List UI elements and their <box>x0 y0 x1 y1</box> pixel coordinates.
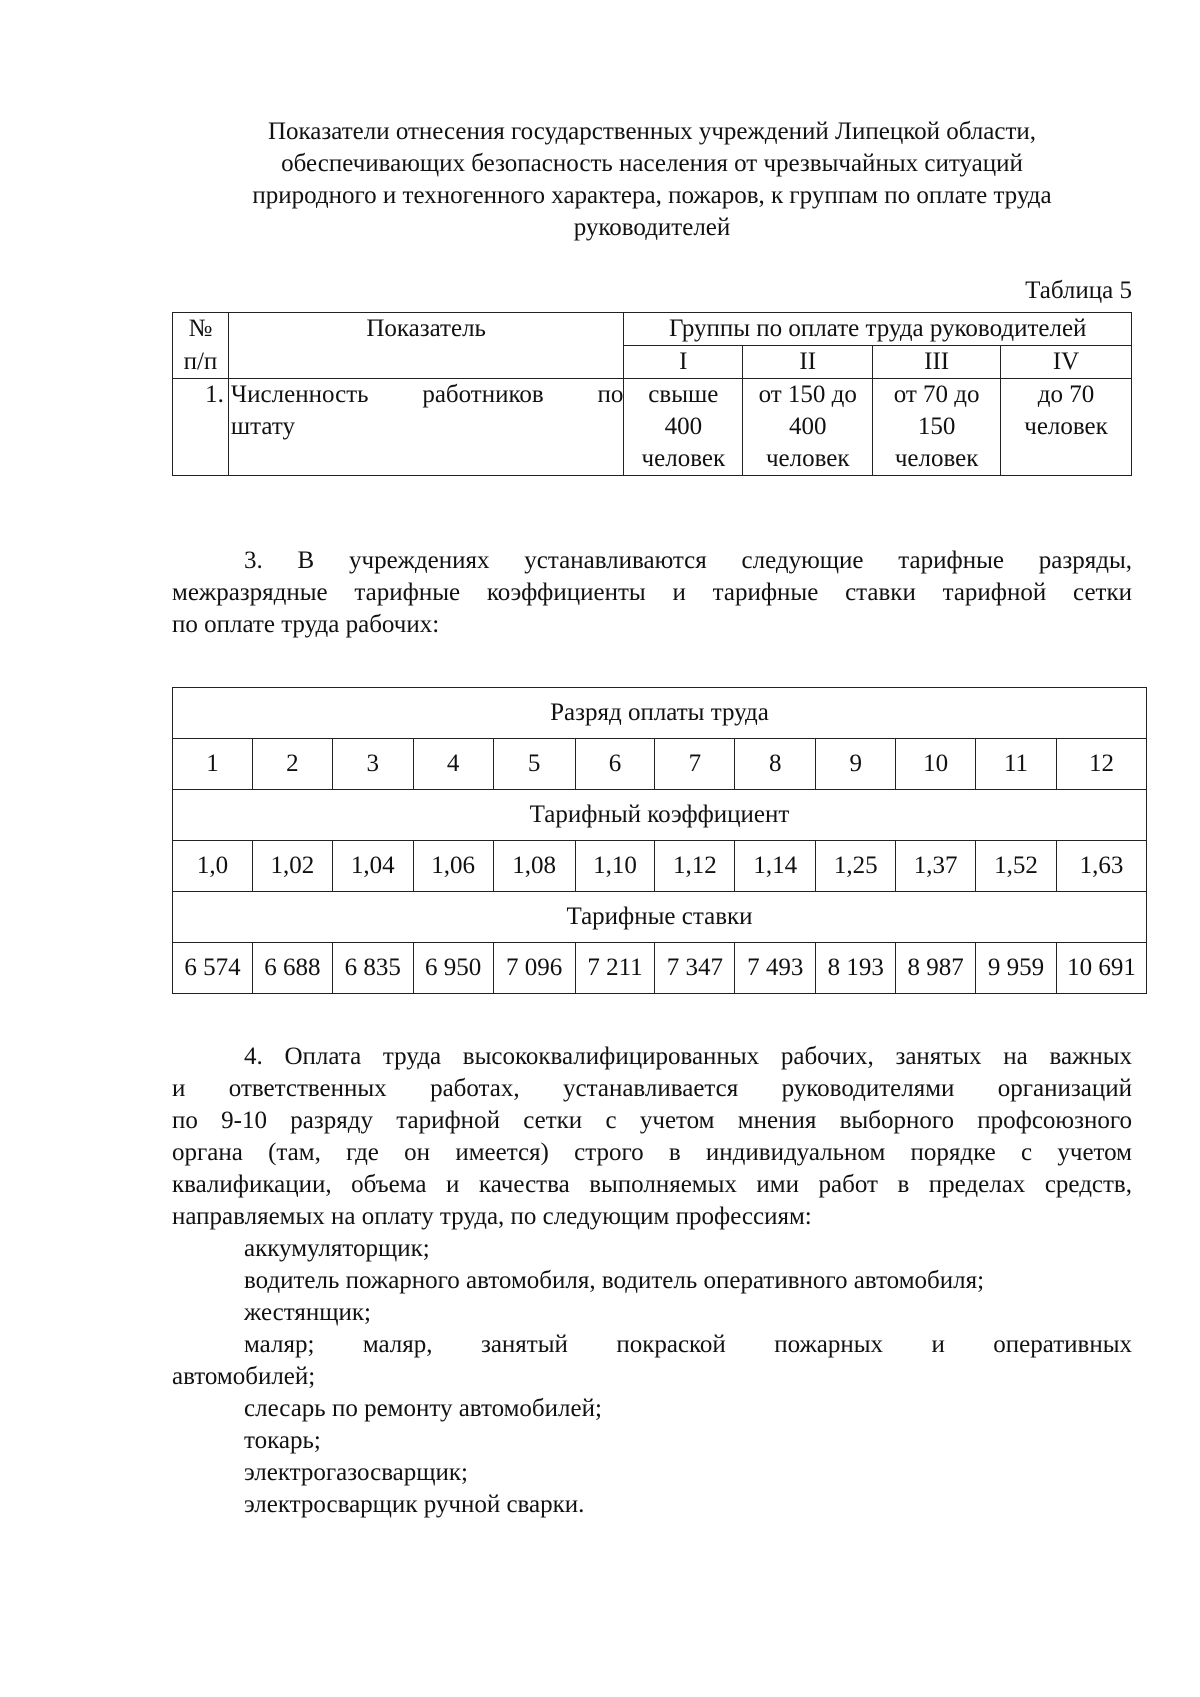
list-item: жестянщик; <box>244 1299 371 1326</box>
paragraph-line: направляемых на оплату труда, по следующим профессиям: <box>172 1203 812 1230</box>
tariff-table <box>172 687 1147 994</box>
grade-cell: 7 <box>655 739 735 790</box>
list-item <box>172 1329 1132 1393</box>
list-item: аккумуляторщик; <box>244 1235 430 1262</box>
cell-line: 150 <box>917 413 956 440</box>
paragraph-line: по оплате труда рабочих: <box>172 611 440 638</box>
title-line: обеспечивающих безопасность населения от чрезвычайных ситуаций <box>281 150 1023 177</box>
grade-cell: 8 <box>735 739 816 790</box>
header-num: № <box>173 313 229 346</box>
coef-cell: 1,02 <box>252 841 332 892</box>
grade-cell: 12 <box>1056 739 1146 790</box>
paragraph-line: органа (там, где он имеется) строго в индивидуальном порядке с учетом <box>172 1139 1132 1166</box>
grade-cell: 10 <box>896 739 976 790</box>
rate-cell: 9 959 <box>976 943 1057 994</box>
document-title <box>172 116 1132 244</box>
list-item: слесарь по ремонту автомобилей; <box>244 1395 602 1422</box>
group-header-2: II <box>743 346 873 379</box>
paragraph-3 <box>172 545 1132 641</box>
row-indicator-line: Численность работников по <box>230 381 624 408</box>
paragraph-line: квалификации, объема и качества выполняемых ими работ в пределах средств, <box>172 1171 1132 1198</box>
list-item: электросварщик ручной сварки. <box>244 1491 585 1518</box>
table-5 <box>172 312 1132 476</box>
coefs-row <box>173 841 1147 892</box>
grade-cell: 2 <box>252 739 332 790</box>
cell-line: от 70 до <box>893 381 980 408</box>
coef-cell: 1,37 <box>896 841 976 892</box>
group-header-4: IV <box>1001 346 1132 379</box>
cell-line: свыше <box>648 381 719 408</box>
rate-cell: 10 691 <box>1056 943 1146 994</box>
row-indicator-line: штату <box>230 413 295 440</box>
grade-cell: 3 <box>332 739 413 790</box>
paragraph-line: межразрядные тарифные коэффициенты и тарифные ставки тарифной сетки <box>172 579 1132 606</box>
cell-line: человек <box>765 445 850 472</box>
grade-header: Разряд оплаты труда <box>173 688 1147 739</box>
header-groups: Группы по оплате труда руководителей <box>624 313 1132 346</box>
rate-cell: 6 574 <box>173 943 253 994</box>
row-group-1 <box>624 379 743 476</box>
coef-cell: 1,04 <box>332 841 413 892</box>
row-num: 1. <box>173 379 229 476</box>
cell-line: человек <box>894 445 979 472</box>
paragraph-4 <box>172 1041 1132 1233</box>
list-item-line: автомобилей; <box>172 1363 316 1390</box>
rate-cell: 8 987 <box>896 943 976 994</box>
list-item-line: маляр; маляр, занятый покраской пожарных и оперативных <box>244 1331 1132 1358</box>
coef-cell: 1,08 <box>493 841 575 892</box>
table-5-label: Таблица 5 <box>1025 277 1132 304</box>
coef-cell: 1,25 <box>816 841 896 892</box>
title-line: Показатели отнесения государственных учреждений Липецкой области, <box>267 118 1037 145</box>
grade-cell: 6 <box>575 739 655 790</box>
row-group-2 <box>743 379 873 476</box>
rate-cell: 6 835 <box>332 943 413 994</box>
coef-cell: 1,0 <box>173 841 253 892</box>
paragraph-line: и ответственных работах, устанавливается руководителями организаций <box>172 1075 1132 1102</box>
grade-cell: 4 <box>413 739 493 790</box>
rate-cell: 7 211 <box>575 943 655 994</box>
title-line: руководителей <box>573 214 731 241</box>
header-indicator-empty <box>228 346 623 379</box>
coef-cell: 1,06 <box>413 841 493 892</box>
row-indicator <box>228 379 623 476</box>
paragraph-line: 3. В учреждениях устанавливаются следующие тарифные разряды, <box>244 547 1132 574</box>
paragraph-line: 4. Оплата труда высококвалифицированных рабочих, занятых на важных <box>244 1043 1132 1070</box>
cell-line: до 70 <box>1037 381 1095 408</box>
grade-cell: 9 <box>816 739 896 790</box>
cell-line: от 150 до <box>758 381 857 408</box>
rate-cell: 6 950 <box>413 943 493 994</box>
header-num-sub: п/п <box>173 346 229 379</box>
coef-cell: 1,52 <box>976 841 1057 892</box>
paragraph-line: по 9-10 разряду тарифной сетки с учетом мнения выборного профсоюзного <box>172 1107 1132 1134</box>
coef-cell: 1,10 <box>575 841 655 892</box>
list-item: электрогазосварщик; <box>244 1459 468 1486</box>
group-header-1: I <box>624 346 743 379</box>
rates-header: Тарифные ставки <box>173 892 1147 943</box>
coef-cell: 1,14 <box>735 841 816 892</box>
cell-line: человек <box>1024 413 1108 440</box>
row-group-3 <box>873 379 1001 476</box>
group-header-3: III <box>873 346 1001 379</box>
title-line: природного и техногенного характера, пожаров, к группам по оплате труда <box>252 182 1052 209</box>
grade-cell: 5 <box>493 739 575 790</box>
rate-cell: 7 096 <box>493 943 575 994</box>
list-item: водитель пожарного автомобиля, водитель оперативного автомобиля; <box>244 1267 985 1294</box>
coef-cell: 1,63 <box>1056 841 1146 892</box>
rate-cell: 7 347 <box>655 943 735 994</box>
header-indicator: Показатель <box>228 313 623 346</box>
rate-cell: 6 688 <box>252 943 332 994</box>
row-group-4 <box>1001 379 1132 476</box>
list-item: токарь; <box>244 1427 321 1454</box>
table-row <box>173 379 1132 476</box>
cell-line: 400 <box>788 413 827 440</box>
cell-line: человек <box>641 445 726 472</box>
professions-list <box>172 1233 1132 1521</box>
grades-row <box>173 739 1147 790</box>
cell-line: 400 <box>664 413 703 440</box>
grade-cell: 11 <box>976 739 1057 790</box>
coef-header: Тарифный коэффициент <box>173 790 1147 841</box>
rate-cell: 8 193 <box>816 943 896 994</box>
rate-cell: 7 493 <box>735 943 816 994</box>
coef-cell: 1,12 <box>655 841 735 892</box>
rates-row <box>173 943 1147 994</box>
grade-cell: 1 <box>173 739 253 790</box>
